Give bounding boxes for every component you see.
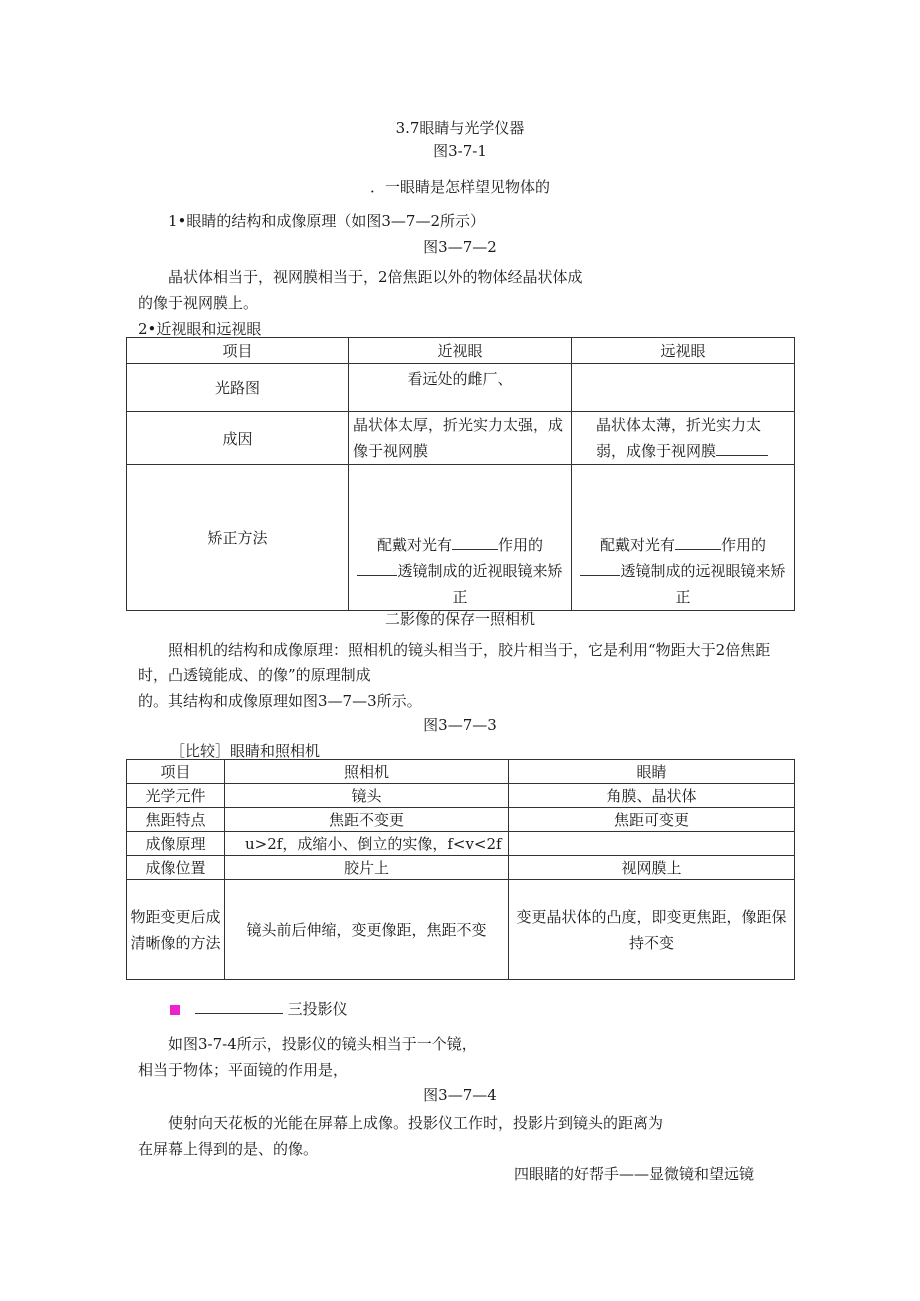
paragraph-4-line-2: 在屏幕上得到的是、的像。	[138, 1140, 319, 1158]
figure-caption-4: 图3—7—4	[423, 1086, 497, 1104]
table2-header-eye: 眼睛	[509, 760, 795, 784]
near-fix-b: 作用的	[498, 536, 544, 554]
figure-caption-2: 图3—7—2	[423, 238, 497, 256]
near-fix-c: 透镜制成的近视眼镜来矫	[397, 562, 563, 580]
bullet-marker	[170, 1005, 180, 1015]
table2-row-label: 成像原理	[127, 832, 225, 856]
table2-header-camera: 照相机	[225, 760, 509, 784]
answer-blank	[452, 535, 498, 550]
table2-row-label: 光学元件	[127, 784, 225, 808]
far-fix-b: 作用的	[721, 536, 767, 554]
table1-far-correction	[572, 465, 795, 611]
table2-eye-cell: 焦距可变更	[509, 808, 795, 832]
table2-camera-cell: 胶片上	[225, 856, 509, 880]
answer-blank	[357, 561, 397, 576]
table2-camera-cell: u>2f，成缩小、倒立的实像，f<v<2f	[225, 832, 509, 856]
paragraph-1-line-2: 的像于视网膜上。	[138, 294, 259, 312]
table1-header-item: 项目	[127, 338, 349, 364]
table2-row-label: 焦距特点	[127, 808, 225, 832]
answer-blank	[580, 561, 620, 576]
compare-heading: ［比较］眼睛和照相机	[170, 742, 321, 760]
paragraph-2-line-1: 照相机的结构和成像原理：照相机的镜头相当于，胶片相当于，它是利用“物距大于2倍焦距	[168, 641, 771, 659]
table1-near-cause	[349, 412, 572, 465]
table2-eye-cell	[509, 832, 795, 856]
table1-far-diagram	[572, 364, 795, 412]
myopia-hyperopia-table	[126, 337, 795, 611]
paragraph-2-line-2: 时，凸透镜能成、的像”的原理制成	[138, 666, 371, 684]
item-heading-1: 1•眼睛的结构和成像原理（如图3—7—2所示）	[168, 212, 486, 230]
table2-row-label: 物距变更后成清晰像的方法	[127, 880, 225, 980]
paragraph-2-line-3: 的。其结构和成像原理如图3—7—3所示。	[138, 692, 422, 710]
paragraph-3-line-2: 相当于物体；平面镜的作用是，	[138, 1061, 349, 1079]
figure-caption-3: 图3—7—3	[423, 716, 497, 734]
near-cause-text: 晶状体太厚，折光实力太强，成像于视网膜	[353, 416, 564, 460]
table2-eye-cell: 角膜、晶状体	[509, 784, 795, 808]
far-fix-a: 配戴对光有	[599, 536, 675, 554]
table2-camera-cell: 焦距不变更	[225, 808, 509, 832]
table1-header-near: 近视眼	[349, 338, 572, 364]
table1-near-diagram: 看远处的雌厂、	[349, 364, 572, 412]
section-heading-3: 三投影仪	[287, 1000, 348, 1018]
section-heading-1: ．一眼睛是怎样望见物体的	[369, 178, 550, 196]
item-heading-2: 2•近视眼和远视眼	[138, 320, 262, 338]
paragraph-3-line-1: 如图3-7-4所示，投影仪的镜头相当于一个镜，	[168, 1035, 477, 1053]
table2-row-label: 成像位置	[127, 856, 225, 880]
answer-blank	[195, 999, 283, 1014]
section-heading-2: 二影像的保存一照相机	[384, 610, 535, 628]
table2-camera-cell: 镜头	[225, 784, 509, 808]
paragraph-1-line-1: 晶状体相当于，视网膜相当于，2倍焦距以外的物体经晶状体成	[168, 268, 583, 286]
figure-caption-1: 图3-7-1	[433, 142, 487, 160]
section-heading-3-row	[170, 998, 348, 1019]
paragraph-4-line-1: 使射向天花板的光能在屏幕上成像。投影仪工作时，投影片到镜头的距离为	[168, 1114, 664, 1132]
table2-header-item: 项目	[127, 760, 225, 784]
answer-blank	[675, 535, 721, 550]
near-fix-a: 配戴对光有	[376, 536, 452, 554]
page-title: 3.7眼睛与光学仪器	[395, 119, 525, 137]
table2-camera-cell: 镜头前后伸缩，变更像距，焦距不变	[225, 880, 509, 980]
section-heading-4: 四眼睹的好帮手——显微镜和望远镜	[514, 1165, 755, 1183]
eye-camera-comparison-table	[126, 759, 795, 980]
far-cause-text: 晶状体太薄，折光实力太弱，成像于视网膜	[596, 416, 762, 460]
table1-row-label: 光路图	[127, 364, 349, 412]
table1-row-label: 矫正方法	[127, 465, 349, 611]
far-fix-d: 正	[675, 588, 691, 606]
table2-eye-cell: 视网膜上	[509, 856, 795, 880]
far-fix-c: 透镜制成的远视眼镜来矫	[620, 562, 786, 580]
near-fix-d: 正	[452, 588, 468, 606]
table1-far-cause	[572, 412, 795, 465]
table1-header-far: 远视眼	[572, 338, 795, 364]
table1-row-label: 成因	[127, 412, 349, 465]
table2-eye-cell: 变更晶状体的凸度，即变更焦距，像距保持不变	[509, 880, 795, 980]
table1-near-correction	[349, 465, 572, 611]
answer-blank	[716, 441, 768, 456]
